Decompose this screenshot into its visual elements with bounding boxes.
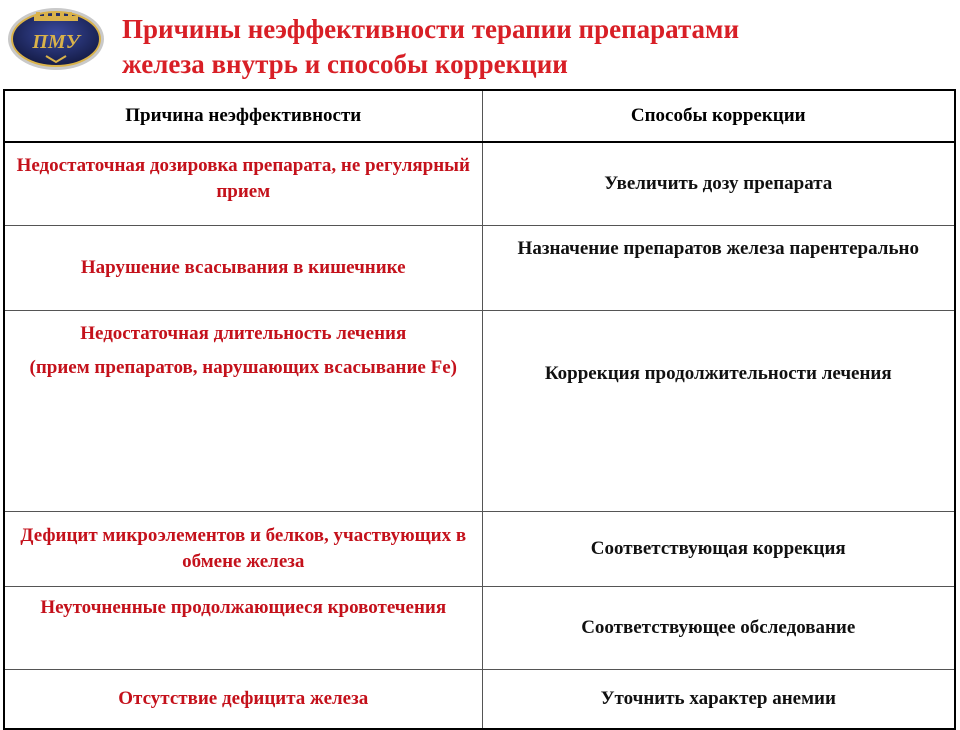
slide-title [122,12,942,82]
cause-cell: Неуточненные продолжающиеся кровотечения [4,587,482,670]
title-line-1: Причины неэффективности терапии препаратами [122,14,740,44]
cause-cell: Нарушение всасывания в кишечнике [4,226,482,311]
table-row [4,142,955,226]
cause-cell [4,311,482,512]
table-row [4,226,955,311]
logo-emblem-icon [6,6,106,72]
table-row [4,311,955,512]
causes-table [3,89,956,730]
title-line-2: железа внутрь и способы коррекции [122,49,568,79]
correction-cell: Увеличить дозу препарата [482,142,955,226]
logo-text: ПМУ [32,31,80,53]
correction-cell: Назначение препаратов железа парентерально [482,226,955,311]
table-row [4,670,955,730]
causes-table-container [3,89,954,730]
header-correction: Способы коррекции [482,90,955,142]
cause-cell: Отсутствие дефицита железа [4,670,482,730]
cause-cell: Дефицит микроэлементов и белков, участвующих в обмене железа [4,512,482,587]
university-logo [6,6,106,72]
header-cause: Причина неэффективности [4,90,482,142]
cause-cell: Недостаточная дозировка препарата, не регулярный прием [4,142,482,226]
correction-cell: Уточнить характер анемии [482,670,955,730]
correction-cell: Соответствующая коррекция [482,512,955,587]
table-header-row [4,90,955,142]
table-row [4,512,955,587]
correction-cell: Соответствующее обследование [482,587,955,670]
cause-sub-text: (прием препаратов, нарушающих всасывание Fe) [29,357,457,378]
cause-main-text: Недостаточная длительность лечения [80,323,407,344]
table-row [4,587,955,670]
correction-cell: Коррекция продолжительности лечения [482,311,955,512]
